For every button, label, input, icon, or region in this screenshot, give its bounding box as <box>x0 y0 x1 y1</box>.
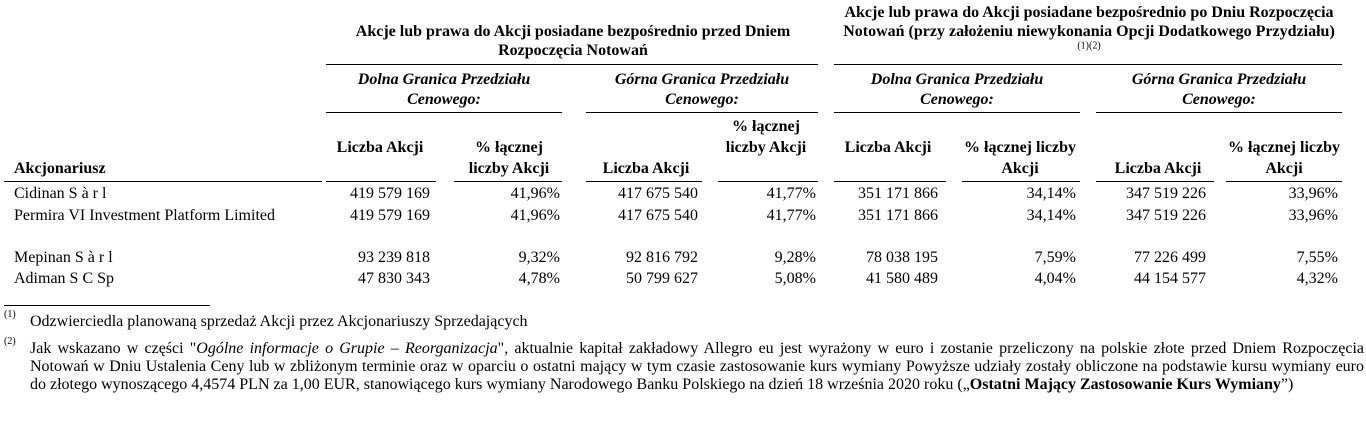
cell: 4,32% <box>1296 270 1338 287</box>
cell: 351 171 866 <box>858 207 938 224</box>
col-rule-5 <box>834 181 946 182</box>
col-header-pct-3: % łącznej liczby Akcji <box>964 139 1076 177</box>
row-name: Cidinan S à r l <box>14 185 107 202</box>
cell: 351 171 866 <box>858 185 938 202</box>
cell: 419 579 169 <box>350 185 430 202</box>
group-rule-after <box>834 64 1342 65</box>
subheader-lower-after: Dolna Granica Przedziału Cenowego: <box>870 71 1044 108</box>
row-name: Mepinan S à r l <box>14 249 113 266</box>
footnote-2-text-middle: ", aktualnie kapitał zakładowy Allegro eu jest wyrażony w euro i zostanie przeliczony na polskie złote przed Dniem Rozpoczęcia Notowań w Dniu Ustalenia Ceny lub w zbliżonym terminie oraz w oparciu o ostatni mający w tym czasie zastosowanie kurs wymiany Powyższe udziały zostały obliczone na podstawie kursu wymiany euro do złotego wynoszącego 4,4574 PLN za 1,00 EUR, stanowiącego kurs wymiany Narodowego Banku Polskiego na dzień 18 września 2020 roku („ <box>30 340 1364 393</box>
group-header-before: Akcje lub prawa do Akcji posiadane bezpośrednio przed Dniem Rozpoczęcia Notowań <box>355 23 791 59</box>
footnote-separator <box>4 305 210 306</box>
col-rule-2 <box>454 181 562 182</box>
row-name: Permira VI Investment Platform Limited <box>14 207 275 224</box>
cell: 41,96% <box>510 185 560 202</box>
cell: 33,96% <box>1288 207 1338 224</box>
cell: 34,14% <box>1026 207 1076 224</box>
footnote-2-text-start: Jak wskazano w części " <box>30 340 197 357</box>
cell: 77 226 499 <box>1134 249 1206 266</box>
cell: 34,14% <box>1026 185 1076 202</box>
col-header-count-3: Liczba Akcji <box>844 139 932 156</box>
col-header-count-1: Liczba Akcji <box>336 139 424 156</box>
cell: 347 519 226 <box>1126 185 1206 202</box>
cell: 4,78% <box>518 270 560 287</box>
col-rule-1 <box>326 181 436 182</box>
cell: 41 580 489 <box>866 270 938 287</box>
cell: 5,08% <box>774 270 816 287</box>
cell: 419 579 169 <box>350 207 430 224</box>
cell: 41,96% <box>510 207 560 224</box>
col-rule-3 <box>586 181 702 182</box>
col-header-pct-4: % łącznej liczby Akcji <box>1228 139 1340 177</box>
group-header-after <box>838 3 1340 60</box>
footnote-1-text: Odzwierciedla planowaną sprzedaż Akcji przez Akcjonariuszy Sprzedających <box>30 313 528 330</box>
sub-rule-1 <box>326 112 562 113</box>
cell: 78 038 195 <box>866 249 938 266</box>
col-rule-6 <box>962 181 1080 182</box>
sub-rule-3 <box>834 112 1080 113</box>
cell: 9,28% <box>774 249 816 266</box>
sub-rule-2 <box>586 112 818 113</box>
cell: 7,59% <box>1034 249 1076 266</box>
subheader-upper-before: Górna Granica Przedziału Cenowego: <box>614 71 790 108</box>
col-header-count-4: Liczba Akcji <box>1114 160 1202 177</box>
col-rule-4 <box>718 181 818 182</box>
footnote-2-text <box>30 340 1364 394</box>
col-header-pct-1: % łącznej liczby Akcji <box>468 139 550 177</box>
cell: 7,55% <box>1296 249 1338 266</box>
group-header-after-sup: (1)(2) <box>1077 40 1101 52</box>
footnote-2-text-italic: Ogólne informacje o Grupie – Reorganizacja <box>196 340 498 357</box>
subheader-upper-after: Górna Granica Przedziału Cenowego: <box>1131 71 1307 108</box>
sub-rule-4 <box>1096 112 1342 113</box>
cell: 92 816 792 <box>626 249 698 266</box>
col-rule-shareholder <box>4 181 322 182</box>
cell: 417 675 540 <box>618 207 698 224</box>
cell: 9,32% <box>518 249 560 266</box>
row-name: Adiman S C Sp <box>14 270 115 287</box>
group-rule-before <box>326 64 818 65</box>
col-header-shareholder: Akcjonariusz <box>14 160 106 177</box>
footnote-2-text-end: ”) <box>1280 376 1294 393</box>
col-rule-7 <box>1096 181 1214 182</box>
group-header-after-text: Akcje lub prawa do Akcji posiadane bezpośrednio po Dniu Rozpoczęcia Notowań (przy założeniu niewykonania Opcji Dodatkowego Przydziału) <box>843 4 1335 40</box>
cell: 44 154 577 <box>1134 270 1206 287</box>
col-header-count-2: Liczba Akcji <box>602 160 690 177</box>
col-header-pct-2: % łącznej liczby Akcji <box>725 118 807 156</box>
cell: 417 675 540 <box>618 185 698 202</box>
cell: 41,77% <box>766 185 816 202</box>
cell: 41,77% <box>766 207 816 224</box>
footnote-2-text-bold: Ostatni Mający Zastosowanie Kurs Wymiany <box>969 376 1281 393</box>
subheader-lower-before: Dolna Granica Przedziału Cenowego: <box>357 71 531 108</box>
cell: 50 799 627 <box>626 270 698 287</box>
cell: 47 830 343 <box>358 270 430 287</box>
col-rule-8 <box>1226 181 1342 182</box>
cell: 347 519 226 <box>1126 207 1206 224</box>
cell: 33,96% <box>1288 185 1338 202</box>
cell: 4,04% <box>1034 270 1076 287</box>
cell: 93 239 818 <box>358 249 430 266</box>
